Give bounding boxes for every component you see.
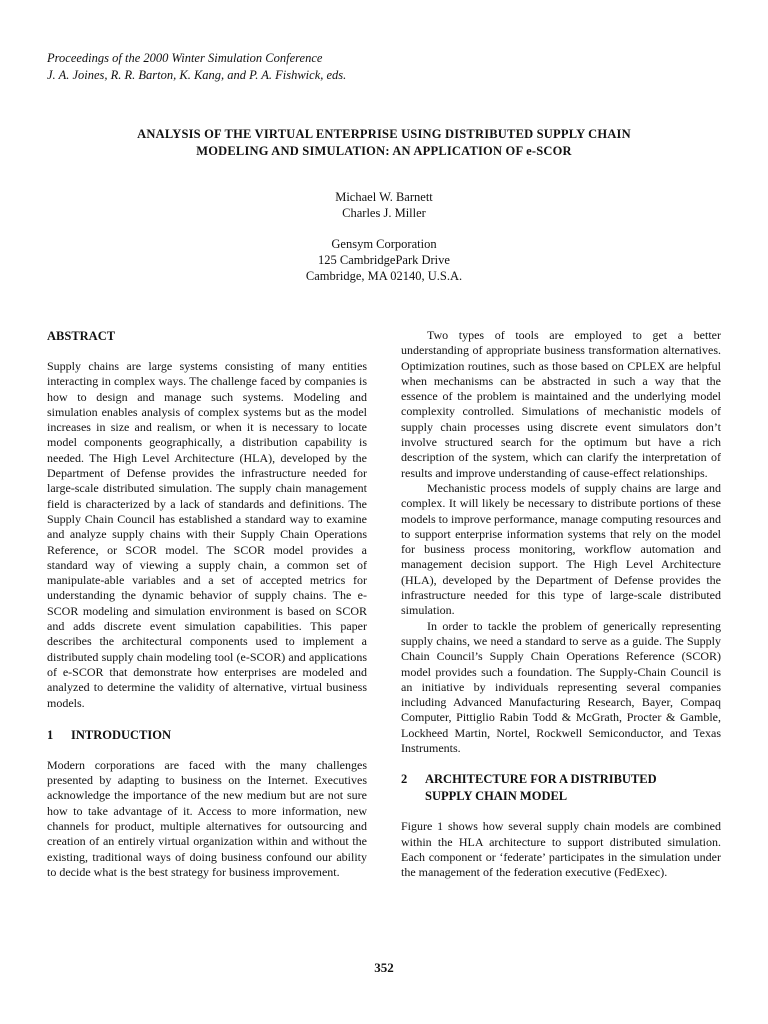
- intro-heading: [47, 727, 367, 744]
- affiliation-line: 125 CambridgePark Drive: [318, 253, 450, 267]
- paragraph: Two types of tools are employed to get a better understanding of appropriate business transformation alternatives. Optimization routines, such as those based on CPLEX are helpful when mechanisms can be abstracted in such a way that the essence of the problem is maintained and the underlying model complexity controlled. Simulations of mechanistic models of supply chain processes using discrete event simulators don’t involve structured search for the optimum but have a rich description of the system, which can clarify the interpretation of results and improve understanding of cause-effect relationships.: [401, 328, 721, 480]
- affiliation-line: Gensym Corporation: [331, 237, 437, 251]
- affiliation-line: Cambridge, MA 02140, U.S.A.: [305, 269, 463, 283]
- section2-heading: [401, 771, 721, 805]
- section-number: 1: [47, 727, 54, 742]
- affiliation: [60, 236, 708, 284]
- section-title: INTRODUCTION: [71, 727, 172, 742]
- title-line-1: ANALYSIS OF THE VIRTUAL ENTERPRISE USING DISTRIBUTED SUPPLY CHAIN: [137, 127, 631, 141]
- title-line-2: MODELING AND SIMULATION: AN APPLICATION OF e-SCOR: [196, 144, 572, 158]
- abstract-text: Supply chains are large systems consisting of many entities interacting in complex ways. The challenge faced by companies is how to design and manage such systems. Modeling and simulation enables analysis of complex systems but as the model increases in size and realism, or when it is necessary to locate model components geographically, a distribution capability is needed. The High Level Architecture (HLA), developed by the Department of Defense provides the infrastructure needed for large-scale distributed simulation. The supply chain management field is characterized by a lack of standards and definitions. The Supply Chain Council has established a standard way to examine and analyze supply chains with their Supply Chain Operations Reference, or SCOR model. The SCOR model provides a standard way of viewing a supply chain, a common set of manipulate-able variables and a set of accepted metrics for understanding the dynamic behavior of supply chains. The e-SCOR modeling and simulation environment is based on SCOR and adds discrete event simulation capabilities. This paper describes the architectural components used to implement a distributed supply chain modeling tool (e-SCOR) and applications of e-SCOR that demonstrate how enterprises are modeled and analyzed to determine the validity of alternative, virtual business models.: [47, 359, 367, 710]
- section-title-line-1: ARCHITECTURE FOR A DISTRIBUTED: [425, 772, 657, 787]
- authors: [60, 189, 708, 221]
- section2-text: Figure 1 shows how several supply chain models are combined within the HLA architecture to support distributed simulation. Each component or ‘federate’ participates in the simulation under the management of the federation executive (FedExec).: [401, 819, 721, 880]
- header-line-1: Proceedings of the 2000 Winter Simulation Conference: [47, 51, 323, 65]
- section-number: 2: [401, 772, 408, 787]
- left-column: [47, 328, 367, 880]
- section-title-line-2: SUPPLY CHAIN MODEL: [425, 789, 568, 804]
- paragraph: In order to tackle the problem of generically representing supply chains, we need a standard to serve as a guide. The Supply Chain Council’s Supply Chain Operations Reference (SCOR) model provides such a foundation. The Supply-Chain Council is an initiative by individuals representing several companies including Advanced Manufacturing Research, Bayer, Compaq Computer, Pittiglio Rabin Todd & McGrath, Procter & Gamble, Lockheed Martin, Nortel, Rockwell Semiconductor, and Texas Instruments.: [401, 618, 721, 756]
- page-number: 352: [374, 960, 394, 975]
- author-name: Charles J. Miller: [342, 206, 426, 220]
- proceedings-header: [47, 50, 346, 84]
- paper-title: [60, 126, 708, 160]
- header-line-2: J. A. Joines, R. R. Barton, K. Kang, and P. A. Fishwick, eds.: [47, 68, 347, 82]
- abstract-heading: ABSTRACT: [47, 329, 116, 343]
- paragraph: Mechanistic process models of supply chains are large and complex. It will likely be necessary to distribute portions of these models to improve performance, manage computing resources and to support enterprise information systems that rely on the model for business process monitoring, workflow automation and management decision support. The High Level Architecture (HLA), developed by the Department of Defense provides the infrastructure needed for this type of large-scale distributed simulation.: [401, 480, 721, 618]
- author-name: Michael W. Barnett: [335, 190, 433, 204]
- right-column: [401, 328, 721, 881]
- intro-text: Modern corporations are faced with the many challenges presented by adapting to business on the Internet. Executives acknowledge the importance of the new medium but are not sure how to take advantage of it. Access to more information, new channels for product, multiple alternatives for outsourcing and creation of an entirely virtual organization within and without the existing, traditional ways of doing business confound our ability to decide what is the best strategy for business improvement.: [47, 757, 367, 879]
